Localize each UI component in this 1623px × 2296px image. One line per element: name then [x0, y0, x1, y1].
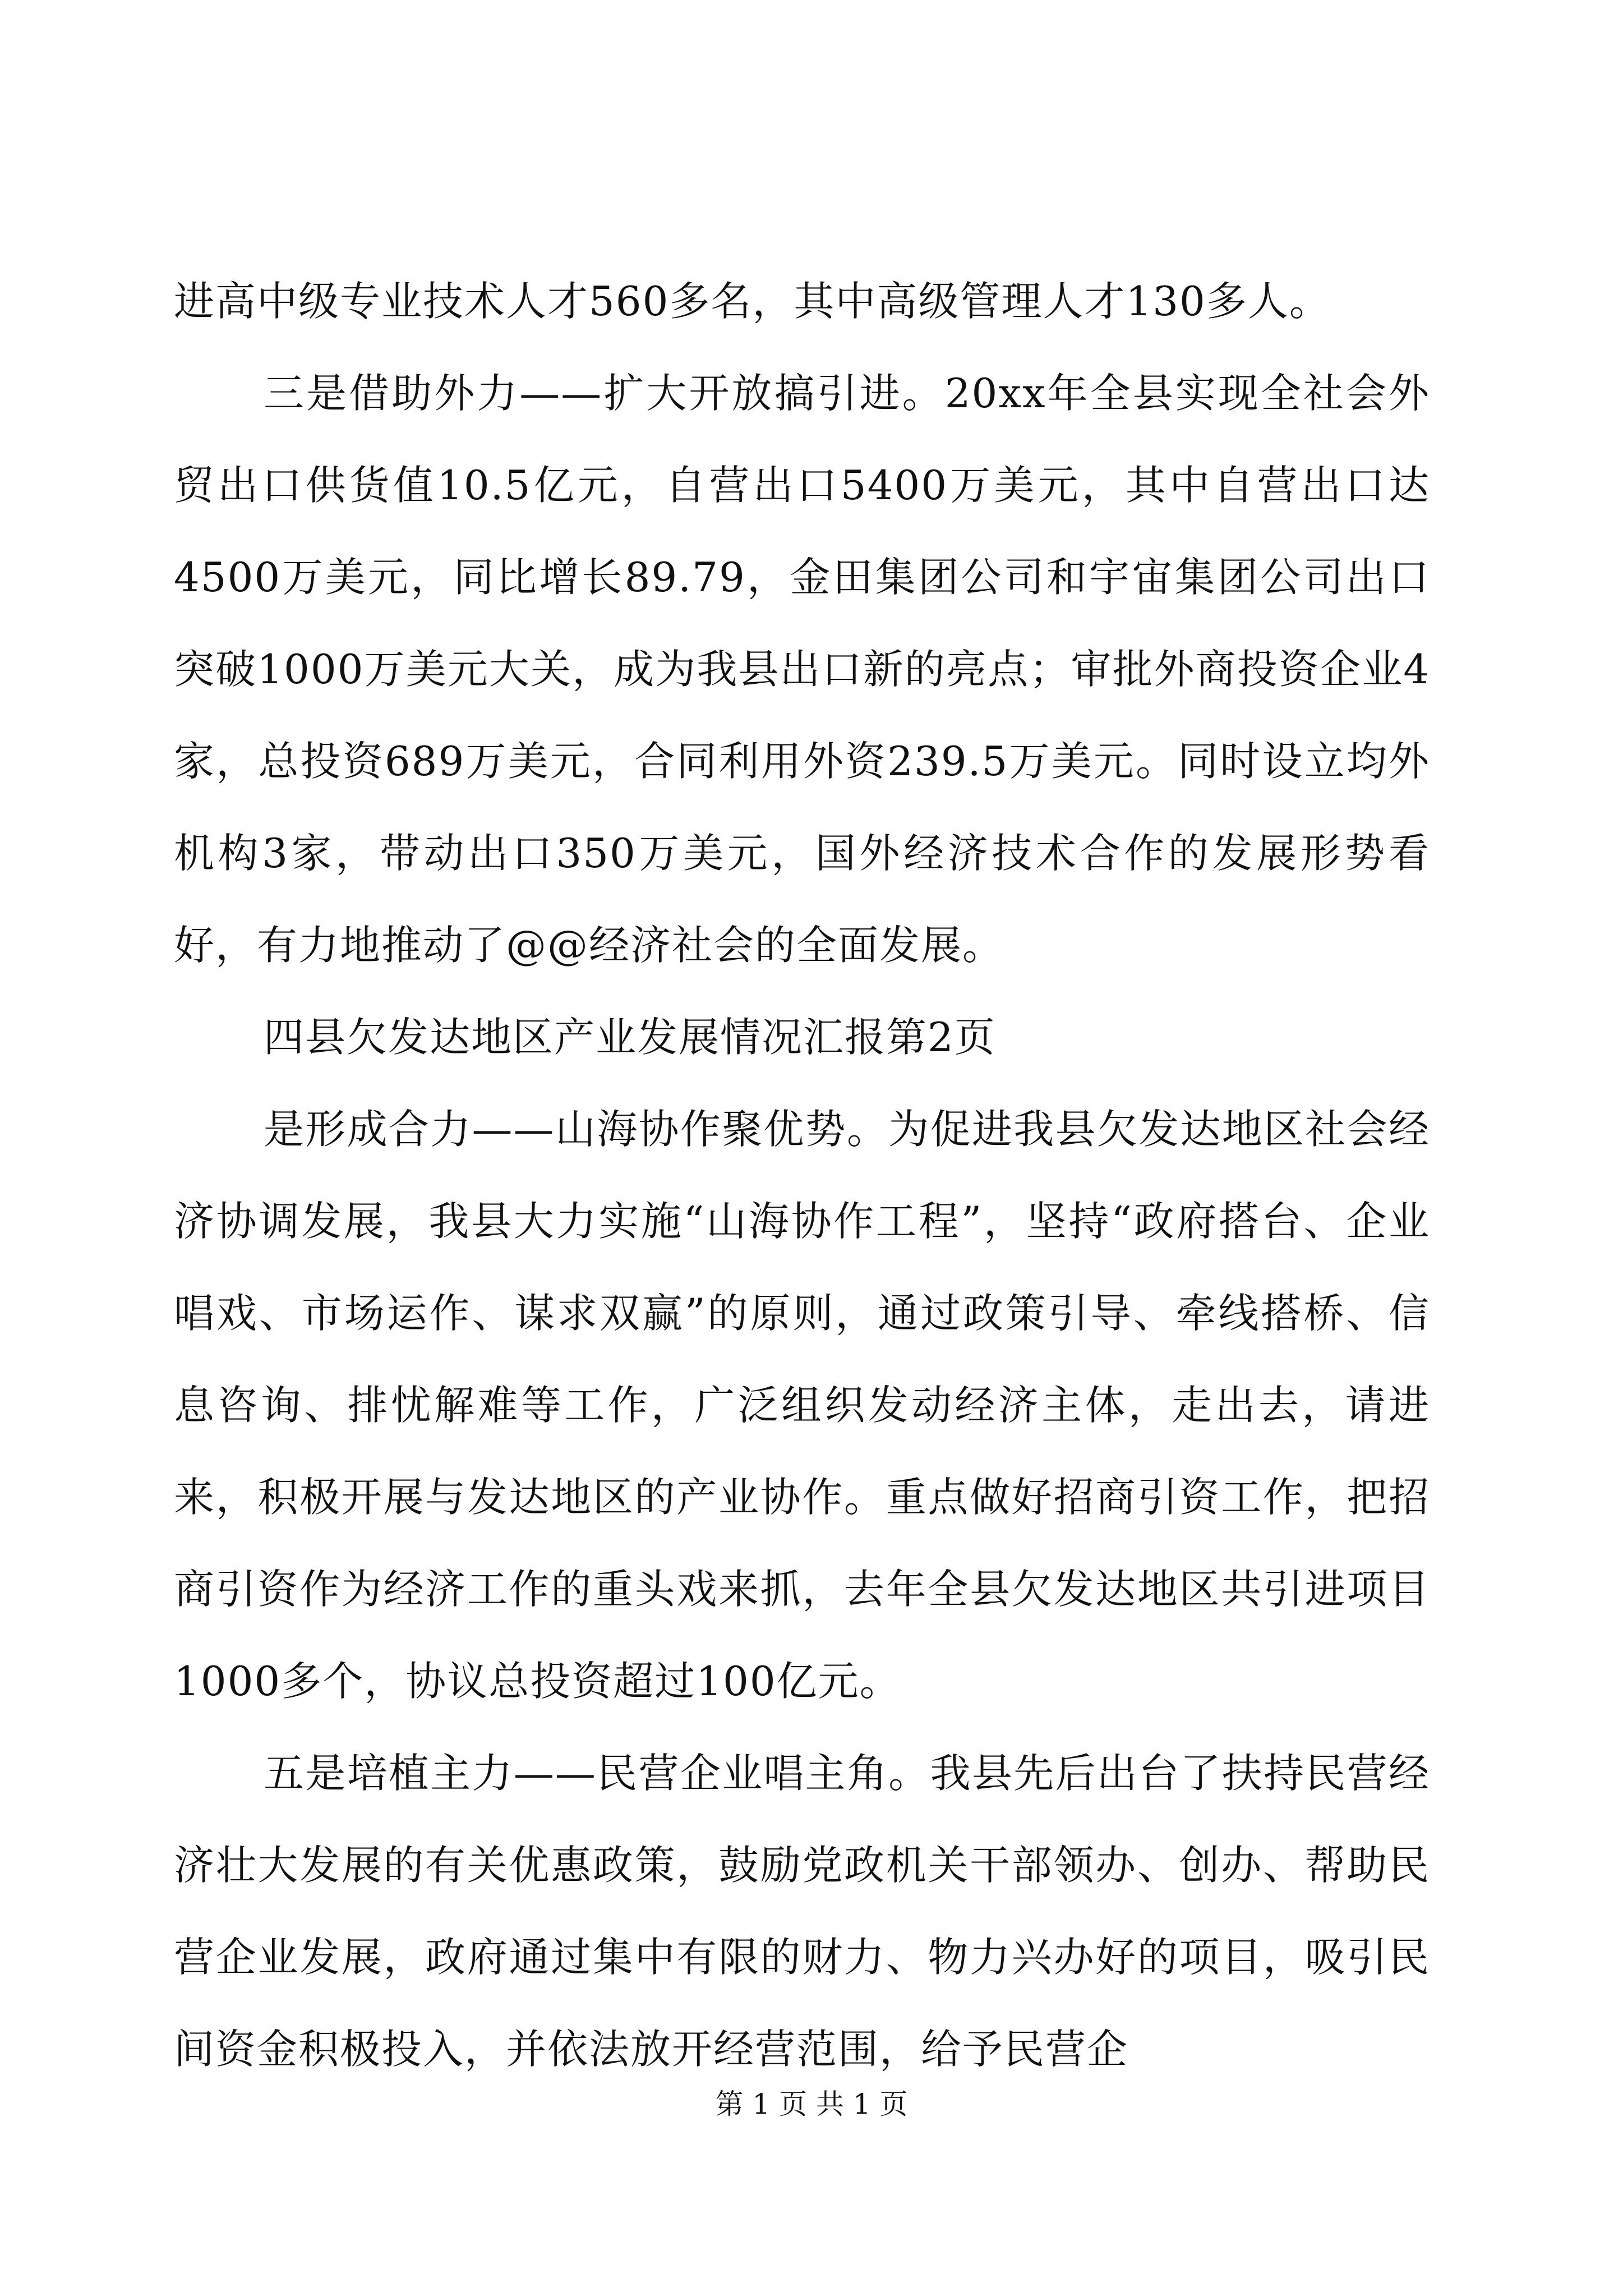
document-body: [174, 255, 1430, 2095]
paragraph-4: 是形成合力——山海协作聚优势。为促进我县欠发达地区社会经济协调发展，我县大力实施“山海协作工程”，坚持“政府搭台、企业唱戏、市场运作、谋求双赢”的原则，通过政策引导、牵线搭桥、信息咨询、排忧解难等工作，广泛组织发动经济主体，走出去，请进来，积极开展与发达地区的产业协作。重点做好招商引资工作，把招商引资作为经济工作的重头戏来抓，去年全县欠发达地区共引进项目1000多个，协议总投资超过100亿元。: [174, 1106, 1430, 1705]
paragraph-1: 进高中级专业技术人才560多名，其中高级管理人才130多人。: [174, 278, 1331, 325]
page-number-footer: 第 1 页 共 1 页: [715, 2088, 908, 2120]
paragraph-3: 四县欠发达地区产业发展情况汇报第2页: [264, 1014, 996, 1061]
paragraph-2: 三是借助外力——扩大开放搞引进。20xx年全县实现全社会外贸出口供货值10.5亿元，自营出口5400万美元，其中自营出口达4500万美元，同比增长89.79，金田集团公司和宇宙集团公司出口突破1000万美元大关，成为我县出口新的亮点；审批外商投资企业4家，总投资689万美元，合同利用外资239.5万美元。同时设立均外机构3家，带动出口350万美元，国外经济技术合作的发展形势看好，有力地推动了@@经济社会的全面发展。: [174, 370, 1430, 969]
paragraph-5: 五是培植主力——民营企业唱主角。我县先后出台了扶持民营经济壮大发展的有关优惠政策，鼓励党政机关干部领办、创办、帮助民营企业发展，政府通过集中有限的财力、物力兴办好的项目，吸引民间资金积极投入，并依法放开经营范围，给予民营企: [174, 1750, 1430, 2073]
